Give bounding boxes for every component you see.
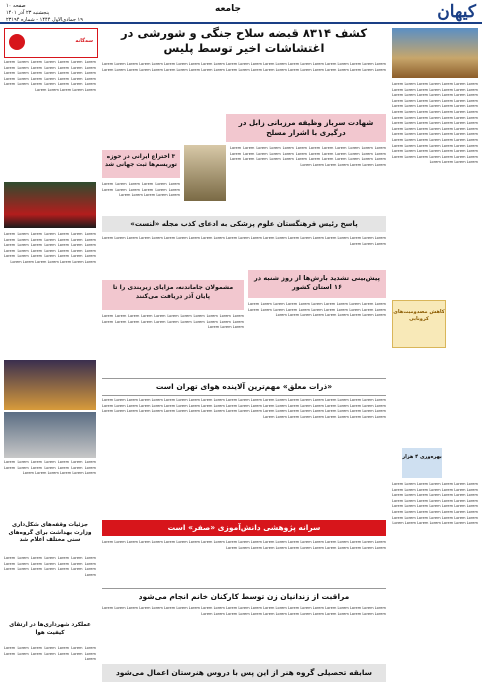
response-text: Lorem Lorem Lorem Lorem Lorem Lorem Lorem Lorem Lorem Lorem Lorem Lorem Lorem Lorem Lorem Lorem Lorem Lorem Lorem Lorem Lorem Lorem Lorem Lorem Lorem Lorem xyxy=(102,236,386,246)
note-box xyxy=(402,448,442,478)
tourist-headline-box xyxy=(102,150,180,178)
prisoner-headline: مراقبت از زندانیان زن توسط کارکنان خانم انجام می‌شود xyxy=(138,592,350,601)
newspaper-logo: کیهان xyxy=(437,2,476,22)
sidebar-ad-box xyxy=(392,300,446,348)
main-story-text: Lorem Lorem Lorem Lorem Lorem Lorem Lorem Lorem Lorem Lorem Lorem Lorem Lorem Lorem Lorem Lorem Lorem Lorem Lorem Lorem Lorem Lorem Lorem Lorem Lorem Lorem Lorem Lorem Lorem Lorem Lorem Lorem Lorem Lorem Lorem Lorem Lorem Lorem Lorem Lorem Lorem Lorem Lorem Lorem Lorem Lorem xyxy=(102,62,386,72)
left-column-text-top: Lorem Lorem Lorem Lorem Lorem Lorem Lorem Lorem Lorem Lorem Lorem Lorem Lorem Lorem Lorem Lorem Lorem Lorem Lorem Lorem Lorem Lorem Lorem Lorem Lorem Lorem Lorem Lorem Lorem Lorem Lorem Lorem Lorem Lorem Lorem Lorem Lorem Lorem Lorem Lorem xyxy=(4,60,96,92)
particles-headline: «ذرات معلق» مهم‌ترین آلاینده هوای تهران است xyxy=(155,382,333,391)
zabol-headline: شهادت سرباز وظیفه مرزبانی زابل در درگیری با اشرار مسلح xyxy=(238,118,374,137)
left-headline-1-box xyxy=(4,522,96,552)
date-secondary: ۱۹ جمادی‌الاول ۱۴۴۴ - شماره ۲۳۱۹۴ xyxy=(6,17,83,23)
left-column-text-end: Lorem Lorem Lorem Lorem Lorem Lorem Lorem Lorem Lorem Lorem Lorem Lorem Lorem Lorem Lorem xyxy=(4,646,96,662)
date-line xyxy=(6,3,83,24)
date-primary: پنجشنبه ۲۳ آذر ۱۴۰۱ xyxy=(6,10,50,16)
note-title: بهره‌وری ۴ هزار xyxy=(402,454,442,460)
soldier-photo xyxy=(184,145,226,201)
officials-text: Lorem Lorem Lorem Lorem Lorem Lorem Lorem Lorem Lorem Lorem Lorem Lorem Lorem Lorem Lorem Lorem Lorem Lorem Lorem Lorem Lorem Lorem Lorem Lorem Lorem xyxy=(102,314,244,330)
left-headline-1: جزئیات وقفه‌های شکل‌داری وزارت بهداشت برای گروه‌های سنی مختلف اعلام شد xyxy=(8,522,92,543)
art-headline-box xyxy=(102,664,386,682)
brief-title: سه‌گانه xyxy=(75,38,93,44)
left-column-text-bottom: Lorem Lorem Lorem Lorem Lorem Lorem Lorem Lorem Lorem Lorem Lorem Lorem Lorem Lorem Lorem Lorem Lorem Lorem Lorem Lorem Lorem Lorem xyxy=(4,556,96,577)
left-column-text-lower: Lorem Lorem Lorem Lorem Lorem Lorem Lorem Lorem Lorem Lorem Lorem Lorem Lorem Lorem Lorem Lorem Lorem Lorem Lorem Lorem xyxy=(4,460,96,476)
zabol-headline-box xyxy=(226,114,386,142)
left-headline-2: عملکرد شهرداری‌ها در ارتقای کیفیت هوا xyxy=(9,622,91,636)
rain-headline: پیش‌بینی تشدید بارش‌ها از روز شنبه در ۱۶ استان کشور xyxy=(254,274,380,291)
ring-icon xyxy=(9,34,25,50)
right-column-text: Lorem Lorem Lorem Lorem Lorem Lorem Lorem Lorem Lorem Lorem Lorem Lorem Lorem Lorem Lorem Lorem Lorem Lorem Lorem Lorem Lorem Lorem Lorem Lorem Lorem Lorem Lorem Lorem Lorem Lorem Lorem Lorem Lorem Lorem Lorem Lorem Lorem Lorem Lorem Lorem Lorem Lorem Lorem Lorem Lorem Lorem Lorem Lorem Lorem Lorem Lorem Lorem Lorem Lorem Lorem Lorem Lorem Lorem Lorem Lorem Lorem Lorem Lorem Lorem Lorem Lorem Lorem Lorem Lorem Lorem Lorem Lorem Lorem Lorem Lorem Lorem Lorem Lorem Lorem Lorem Lorem Lorem Lorem Lorem Lorem Lorem Lorem Lorem Lorem Lorem Lorem Lorem Lorem Lorem Lorem Lorem Lorem Lorem Lorem Lorem Lorem Lorem xyxy=(392,82,478,165)
ship-photo xyxy=(392,28,478,78)
left-column-text-mid: Lorem Lorem Lorem Lorem Lorem Lorem Lorem Lorem Lorem Lorem Lorem Lorem Lorem Lorem Lorem Lorem Lorem Lorem Lorem Lorem Lorem Lorem Lorem Lorem Lorem Lorem Lorem Lorem Lorem Lorem Lorem Lorem Lorem Lorem Lorem Lorem Lorem Lorem Lorem Lorem Lorem Lorem xyxy=(4,232,96,264)
left-banner xyxy=(4,28,98,58)
left-photo-2 xyxy=(4,360,96,410)
response-headline: پاسخ رئیس فرهنگستان علوم پزشکی به ادعای کذب مجله «لنست» xyxy=(130,220,358,228)
officials-headline: مشمولان جاماندنه، مزایای زیربندی را تا پایان آذر دریافت می‌کنند xyxy=(112,284,234,300)
particles-text: Lorem Lorem Lorem Lorem Lorem Lorem Lorem Lorem Lorem Lorem Lorem Lorem Lorem Lorem Lorem Lorem Lorem Lorem Lorem Lorem Lorem Lorem Lorem Lorem Lorem Lorem Lorem Lorem Lorem Lorem Lorem Lorem Lorem Lorem Lorem Lorem Lorem Lorem Lorem Lorem Lorem Lorem Lorem Lorem Lorem Lorem Lorem Lorem Lorem Lorem Lorem Lorem Lorem Lorem Lorem Lorem Lorem Lorem Lorem Lorem Lorem Lorem Lorem Lorem Lorem Lorem Lorem Lorem Lorem Lorem Lorem Lorem Lorem Lorem Lorem Lorem Lorem Lorem Lorem xyxy=(102,398,386,419)
zabol-text: Lorem Lorem Lorem Lorem Lorem Lorem Lorem Lorem Lorem Lorem Lorem Lorem Lorem Lorem Lorem Lorem Lorem Lorem Lorem Lorem Lorem Lorem Lorem Lorem Lorem Lorem Lorem Lorem Lorem Lorem Lorem Lorem Lorem Lorem Lorem Lorem Lorem Lorem Lorem Lorem Lorem Lorem Lorem xyxy=(230,146,386,167)
section-title: جامعه xyxy=(215,4,241,14)
main-headline: کشف ۸۳۱۴ قبضه سلاح جنگی و شورشی در اغتشاشات اخیر توسط پلیس xyxy=(120,26,368,55)
tourist-headline: ۳ اختراع ایرانی در حوزه توریسم‌ها ثبت جهانی شد xyxy=(105,154,177,168)
rain-headline-box xyxy=(248,270,386,298)
art-headline: سابقه تحصیلی گروه هنر از این پس با دروس هنرستان اعمال می‌شود xyxy=(115,668,373,677)
page-number: صفحه ۱۰ xyxy=(6,3,26,9)
prisoner-headline-box xyxy=(102,588,386,605)
left-photo-1 xyxy=(4,182,96,228)
tourist-text: Lorem Lorem Lorem Lorem Lorem Lorem Lorem Lorem Lorem Lorem Lorem Lorem Lorem Lorem Lorem Lorem Lorem xyxy=(102,182,180,198)
prisoner-text: Lorem Lorem Lorem Lorem Lorem Lorem Lorem Lorem Lorem Lorem Lorem Lorem Lorem Lorem Lorem Lorem Lorem Lorem Lorem Lorem Lorem Lorem Lorem Lorem Lorem Lorem Lorem Lorem Lorem Lorem Lorem Lorem Lorem Lorem Lorem Lorem Lorem Lorem xyxy=(102,606,386,616)
research-text: Lorem Lorem Lorem Lorem Lorem Lorem Lorem Lorem Lorem Lorem Lorem Lorem Lorem Lorem Lorem Lorem Lorem Lorem Lorem Lorem Lorem Lorem Lorem Lorem Lorem Lorem Lorem Lorem Lorem Lorem Lorem Lorem Lorem Lorem Lorem Lorem xyxy=(102,540,386,550)
research-headline: سرانه پژوهشی دانش‌آموزی «صفر» است xyxy=(167,523,321,532)
left-photo-3 xyxy=(4,412,96,458)
ad-title: کاهش مصدومیت‌های کرونایی xyxy=(393,309,445,322)
research-headline-bar xyxy=(102,520,386,536)
particles-headline-box xyxy=(102,378,386,396)
officials-headline-box xyxy=(102,280,244,310)
left-headline-2-box xyxy=(4,622,96,644)
response-headline-box xyxy=(102,216,386,232)
right-column-text-lower: Lorem Lorem Lorem Lorem Lorem Lorem Lorem Lorem Lorem Lorem Lorem Lorem Lorem Lorem Lorem Lorem Lorem Lorem Lorem Lorem Lorem Lorem Lorem Lorem Lorem Lorem Lorem Lorem Lorem Lorem Lorem Lorem Lorem Lorem Lorem Lorem Lorem Lorem Lorem Lorem Lorem Lorem Lorem Lorem Lorem Lorem Lorem Lorem Lorem Lorem Lorem Lorem Lorem Lorem Lorem Lorem xyxy=(392,482,478,526)
rain-text: Lorem Lorem Lorem Lorem Lorem Lorem Lorem Lorem Lorem Lorem Lorem Lorem Lorem Lorem Lorem Lorem Lorem Lorem Lorem Lorem Lorem Lorem Lorem Lorem Lorem Lorem Lorem Lorem Lorem Lorem Lorem xyxy=(248,302,386,318)
